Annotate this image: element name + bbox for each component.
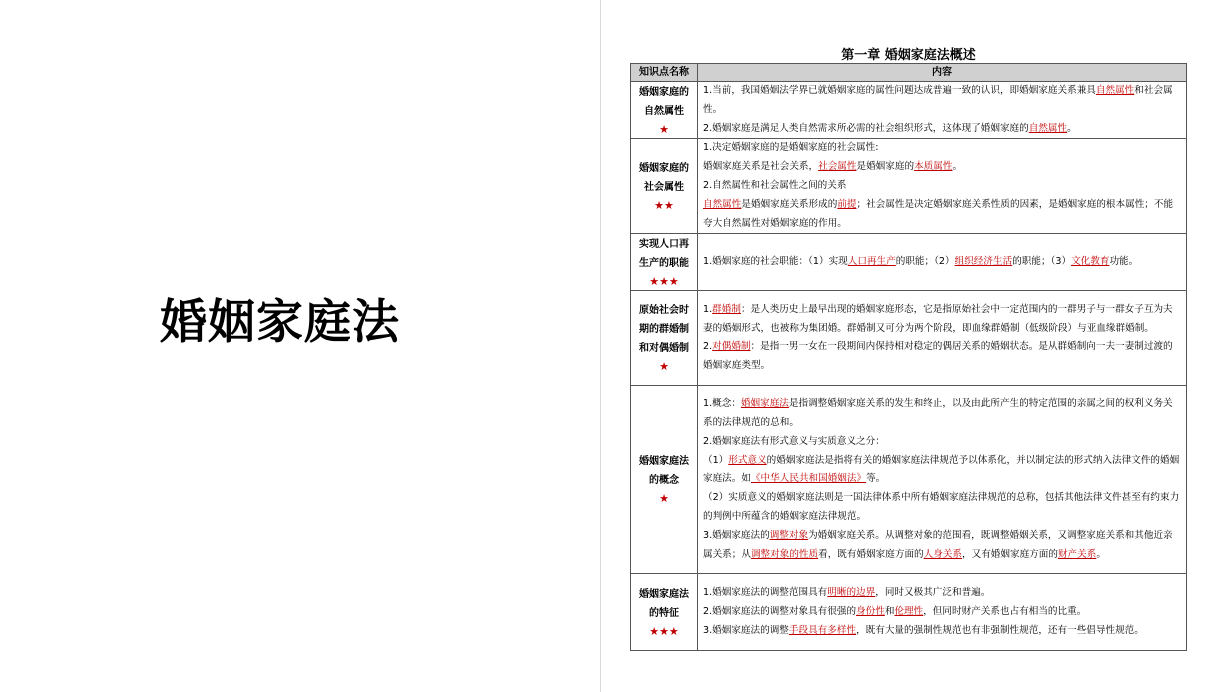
content-text: ；社会属性是决定婚姻家庭关系性质的因素，是婚姻家庭的根本属性；不能夸大自然属性对婚姻家庭的作用。 xyxy=(703,198,1174,229)
content-text: ，又有婚姻家庭方面的 xyxy=(962,548,1058,560)
highlighted-term: 手段具有多样性 xyxy=(788,624,857,636)
content-paragraph xyxy=(703,338,1182,376)
name-line: 实现人口再 xyxy=(639,238,689,250)
name-line: 生产的职能 xyxy=(639,257,689,269)
highlighted-term: 对偶婚制 xyxy=(712,341,751,353)
knowledge-point-name xyxy=(631,139,698,234)
name-line: 自然属性 xyxy=(644,105,684,117)
content-text: 2.自然属性和社会属性之间的关系 xyxy=(703,179,847,191)
table-body xyxy=(631,82,1187,651)
content-text: ，但同时财产关系也占有相当的比重。 xyxy=(923,605,1087,617)
knowledge-point-name xyxy=(631,574,698,651)
content-text: 婚姻家庭关系是社会关系， xyxy=(703,161,819,173)
importance-stars-icon: ★★ xyxy=(654,198,674,212)
highlighted-term: 明晰的边界 xyxy=(827,587,876,599)
highlighted-term: 伦理性 xyxy=(894,605,924,617)
knowledge-point-content xyxy=(698,291,1187,386)
highlighted-term: 自然属性 xyxy=(1095,85,1135,96)
knowledge-point-content xyxy=(698,139,1187,234)
content-text: 的职能；（2） xyxy=(895,255,955,267)
content-text: 功能。 xyxy=(1109,255,1139,267)
highlighted-term: 群婚制 xyxy=(712,303,741,315)
highlighted-term: 自然属性 xyxy=(703,198,742,210)
highlighted-term: 社会属性 xyxy=(818,161,857,173)
content-paragraph xyxy=(703,139,1182,158)
knowledge-point-name xyxy=(631,386,698,574)
content-paragraph xyxy=(703,158,1182,177)
content-paragraph xyxy=(703,527,1182,565)
content-text: 1.当前，我国婚姻法学界已就婚姻家庭的属性问题达成普遍一致的认识，即婚姻家庭关系兼具 xyxy=(703,85,1096,96)
knowledge-point-name xyxy=(631,82,698,139)
knowledge-point-content xyxy=(698,386,1187,574)
highlighted-term: 文化教育 xyxy=(1071,255,1110,267)
content-paragraph xyxy=(703,452,1182,490)
content-text: （1） xyxy=(703,454,729,466)
content-paragraph xyxy=(703,622,1182,641)
name-line: 婚姻家庭的 xyxy=(639,162,689,174)
content-paragraph xyxy=(703,301,1182,339)
name-line: 的概念 xyxy=(649,475,679,487)
highlighted-term: 调整对象 xyxy=(769,529,809,541)
highlighted-term: 身份性 xyxy=(856,605,885,617)
right-page xyxy=(601,0,1206,692)
table-row xyxy=(631,139,1187,234)
content-paragraph xyxy=(703,395,1182,433)
importance-stars-icon: ★★★ xyxy=(649,624,679,638)
content-text: 1.概念： xyxy=(703,398,741,410)
content-paragraph xyxy=(703,489,1182,527)
content-text: 3.婚姻家庭法的 xyxy=(703,529,770,541)
content-paragraph xyxy=(703,584,1182,603)
book-title: 婚姻家庭法 xyxy=(160,295,400,350)
knowledge-point-content xyxy=(698,574,1187,651)
content-text: 的婚姻家庭法是指将有关的婚姻家庭法律规范予以体系化，并以制定法的形式纳入法律文件的婚姻家庭法。如 xyxy=(703,454,1180,485)
highlighted-term: 前提 xyxy=(837,198,857,210)
content-paragraph xyxy=(703,82,1182,120)
content-paragraph xyxy=(703,253,1182,272)
highlighted-term: 组织经济生活 xyxy=(954,255,1013,267)
name-line: 的特征 xyxy=(649,607,679,619)
highlighted-term: 调整对象的性质 xyxy=(750,548,819,560)
knowledge-point-content xyxy=(698,234,1187,291)
table-row xyxy=(631,82,1187,139)
content-paragraph xyxy=(703,603,1182,622)
highlighted-term: 本质属性 xyxy=(914,161,953,173)
content-text: 1.婚姻家庭法的调整范围具有 xyxy=(703,587,828,599)
name-line: 社会属性 xyxy=(644,181,684,193)
content-text: 1. xyxy=(703,303,713,315)
content-text: 是婚姻家庭关系形成的 xyxy=(741,198,838,210)
content-text: ：是人类历史上最早出现的婚姻家庭形态，它是指原始社会中一定范围内的一群男子与一群女子互为夫妻的婚姻形式，也被称为集团婚。群婚制又可分为两个阶段，即血缘群婚制（低级阶段）与亚血缘群婚制。 xyxy=(703,303,1173,334)
importance-stars-icon: ★★★ xyxy=(649,274,679,288)
content-paragraph xyxy=(703,177,1182,196)
content-paragraph xyxy=(703,120,1182,139)
name-line: 和对偶婚制 xyxy=(639,343,689,355)
content-text: 看，既有婚姻家庭方面的 xyxy=(818,548,924,560)
left-page xyxy=(0,0,600,692)
content-text: 为婚姻家庭关系。从调整对象的范围看，既调整婚姻关系，又调整家庭关系和其他近亲属关系；从 xyxy=(703,529,1173,560)
importance-stars-icon: ★ xyxy=(659,492,669,506)
name-line: 婚姻家庭法 xyxy=(639,588,689,600)
content-text: 2.婚姻家庭法的调整对象具有很强的 xyxy=(703,605,857,617)
content-text: 。 xyxy=(1067,122,1077,134)
table-header-row xyxy=(631,64,1187,82)
name-line: 期的群婚制 xyxy=(639,324,689,336)
highlighted-term: 婚姻家庭法 xyxy=(740,398,789,410)
table-row xyxy=(631,291,1187,386)
content-text: 1.婚姻家庭的社会职能：（1）实现 xyxy=(703,255,848,267)
content-text: 2. xyxy=(703,341,713,353)
content-text: 和社会属性。 xyxy=(703,85,1173,115)
highlighted-term: 自然属性 xyxy=(1028,122,1068,134)
content-text: 。 xyxy=(1096,548,1106,560)
content-text: 1.决定婚姻家庭的是婚姻家庭的社会属性: xyxy=(703,142,879,154)
name-line: 婚姻家庭的 xyxy=(639,86,689,98)
header-name: 知识点名称 xyxy=(631,64,698,82)
highlighted-term: 人口再生产 xyxy=(847,255,896,267)
content-paragraph xyxy=(703,196,1182,234)
content-text: （2）实质意义的婚姻家庭法则是一国法律体系中所有婚姻家庭法律规范的总称，包括其他法律文件甚至有约束力的判例中所蕴含的婚姻家庭法律规范。 xyxy=(703,492,1180,523)
content-paragraph xyxy=(703,433,1182,452)
content-text: 2.婚姻家庭是满足人类自然需求所必需的社会组织形式，这体现了婚姻家庭的 xyxy=(703,122,1029,134)
knowledge-table xyxy=(630,63,1187,651)
importance-stars-icon: ★ xyxy=(659,122,669,136)
highlighted-term: 《中华人民共和国婚姻法》 xyxy=(750,473,867,485)
content-text: 2.婚姻家庭法有形式意义与实质意义之分： xyxy=(703,435,885,447)
content-text: 。 xyxy=(952,161,963,173)
content-text: ，同时又极其广泛和普遍。 xyxy=(875,587,991,599)
highlighted-term: 形式意义 xyxy=(728,454,767,466)
content-text: 等。 xyxy=(866,473,886,485)
importance-stars-icon: ★ xyxy=(659,360,669,374)
content-text: 是婚姻家庭的 xyxy=(856,161,915,173)
knowledge-point-content xyxy=(698,82,1187,139)
content-text: ：是指一男一女在一段期间内保持相对稳定的偶居关系的婚姻状态。是从群婚制向一夫一妻制过渡的婚姻家庭类型。 xyxy=(703,341,1173,372)
table-row xyxy=(631,574,1187,651)
name-line: 婚姻家庭法 xyxy=(639,456,689,468)
content-text: 3.婚姻家庭法的调整 xyxy=(703,624,789,636)
chapter-title: 第一章 婚姻家庭法概述 xyxy=(841,48,976,63)
content-text: 的职能；（3） xyxy=(1012,255,1072,267)
header-content: 内容 xyxy=(698,64,1187,82)
name-line: 原始社会时 xyxy=(639,305,689,317)
highlighted-term: 财产关系 xyxy=(1057,548,1097,560)
knowledge-point-name xyxy=(631,291,698,386)
content-text: ，既有大量的强制性规范也有非强制性规范，还有一些倡导性规范。 xyxy=(856,624,1144,636)
knowledge-point-name xyxy=(631,234,698,291)
table-row xyxy=(631,386,1187,574)
content-text: 是指调整婚姻家庭关系的发生和终止，以及由此所产生的特定范围的亲属之间的权利义务关系的法律规范的总和。 xyxy=(703,398,1173,429)
highlighted-term: 人身关系 xyxy=(923,548,963,560)
content-text: 和 xyxy=(884,605,895,617)
table-row xyxy=(631,234,1187,291)
